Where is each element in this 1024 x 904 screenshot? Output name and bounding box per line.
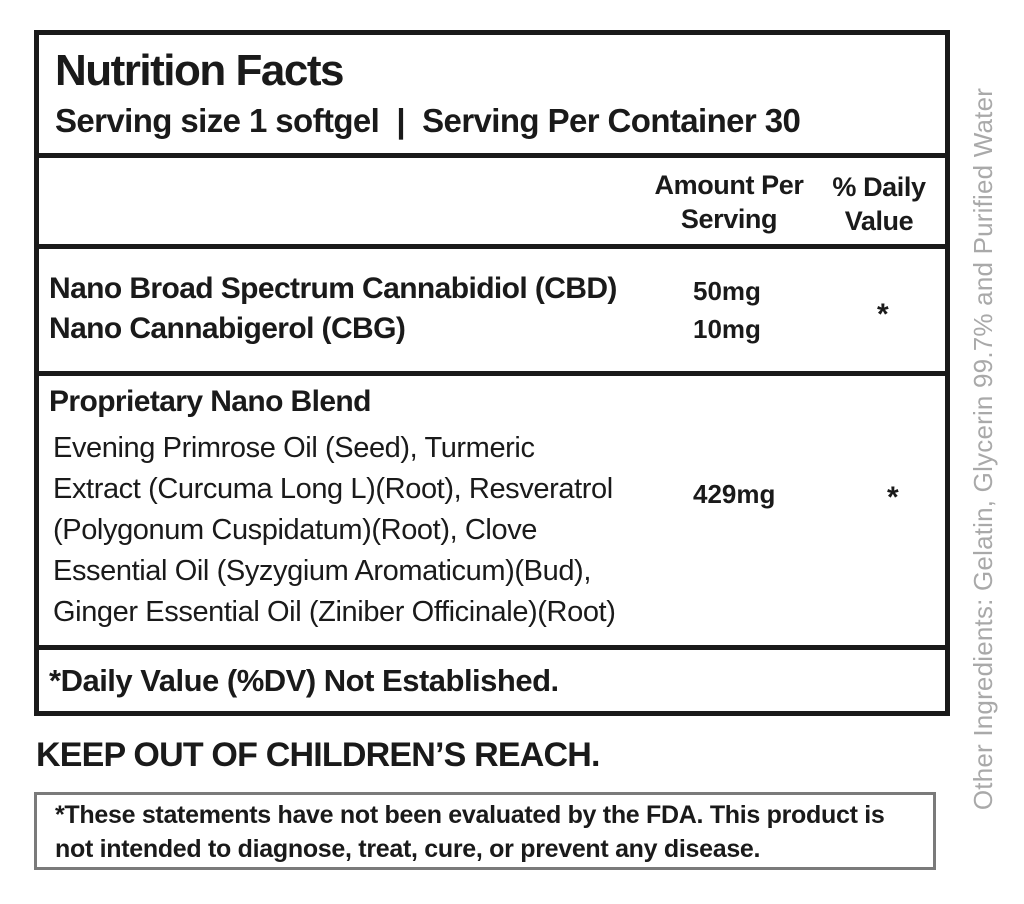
serving-info: Serving size 1 softgel | Serving Per Container 30 [55, 102, 801, 139]
blend-ingredient-line: Extract (Curcuma Long L)(Root), Resveratrol [53, 473, 613, 505]
column-header-row [39, 158, 945, 249]
fda-disclaimer-box [34, 792, 936, 870]
nutrition-facts-panel [34, 30, 950, 716]
cannabinoid-rows [39, 249, 945, 376]
other-ingredients-text: Other Ingredients: Gelatin, Glycerin 99.7% and Purified Water [968, 87, 998, 811]
ingredient-name-cbd: Nano Broad Spectrum Cannabidiol (CBD) [49, 272, 617, 305]
fda-disclaimer-line2: not intended to diagnose, treat, cure, or prevent any disease. [55, 835, 761, 863]
blend-ingredient-line: Ginger Essential Oil (Ziniber Officinale)(Root) [53, 596, 616, 628]
footnote-row [39, 650, 945, 711]
blend-ingredient-line: Essential Oil (Syzygium Aromaticum)(Bud), [53, 555, 591, 587]
daily-value-header [819, 170, 939, 238]
amount-header-line2: Serving [680, 204, 778, 234]
ingredient-amount-cbg: 10mg [693, 314, 761, 344]
daily-value-asterisk: * [877, 298, 889, 331]
blend-title: Proprietary Nano Blend [49, 385, 371, 418]
dv-header-line2: Value [844, 206, 914, 236]
fda-disclaimer-line1: *These statements have not been evaluated by the FDA. This product is [55, 801, 885, 829]
panel-header [39, 35, 945, 158]
amount-per-serving-header [639, 168, 819, 236]
dv-header-line1: % Daily [832, 172, 926, 202]
ingredient-amount-cbd: 50mg [693, 276, 761, 306]
ingredient-name-cbg: Nano Cannabigerol (CBG) [49, 312, 406, 345]
blend-ingredients [53, 428, 615, 633]
children-warning: KEEP OUT OF CHILDREN’S REACH. [36, 736, 600, 774]
blend-ingredient-line: Evening Primrose Oil (Seed), Turmeric [53, 432, 535, 464]
proprietary-blend-row [39, 376, 945, 650]
blend-ingredient-line: (Polygonum Cuspidatum)(Root), Clove [53, 514, 538, 546]
other-ingredients-sidebar [962, 24, 1004, 874]
blend-daily-value-asterisk: * [887, 481, 899, 514]
daily-value-footnote: *Daily Value (%DV) Not Established. [49, 663, 559, 698]
amount-header-line1: Amount Per [654, 170, 804, 200]
blend-amount: 429mg [693, 479, 776, 509]
panel-title: Nutrition Facts [55, 46, 343, 95]
